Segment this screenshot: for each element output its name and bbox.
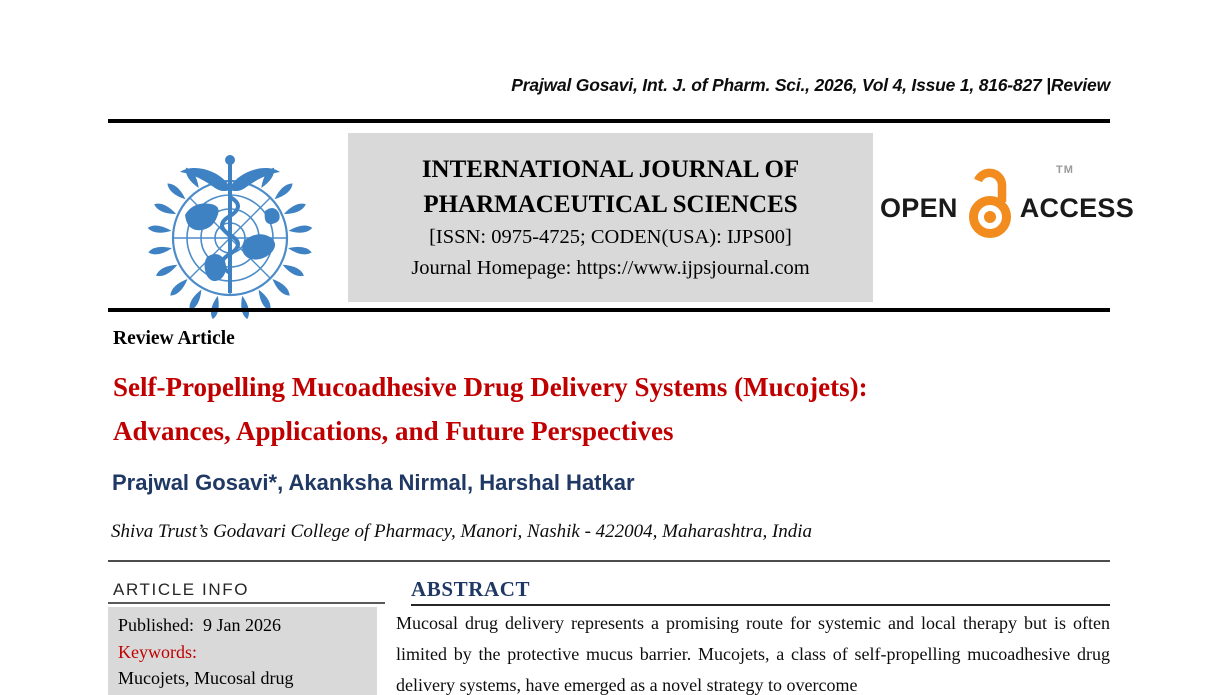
journal-logo [127, 143, 334, 323]
header-rule-bottom [108, 308, 1110, 312]
published-value: 9 Jan 2026 [203, 615, 282, 635]
open-access-logo [880, 162, 1135, 254]
trademark-label: TM [1056, 164, 1074, 176]
journal-name-line2: PHARMACEUTICAL SCIENCES [423, 190, 798, 218]
article-title [113, 366, 1113, 453]
keywords-value: Mucojets, Mucosal drug [118, 668, 294, 688]
article-title-line2: Advances, Applications, and Future Perspectives [113, 415, 674, 446]
open-access-open-label: OPEN [880, 192, 958, 223]
article-type-label: Review Article [113, 328, 235, 349]
open-lock-icon [964, 164, 1016, 249]
keywords-label: Keywords: [118, 641, 197, 662]
globe-caduceus-icon [127, 143, 334, 323]
abstract-paragraph: Mucosal drug delivery represents a promising route for systemic and local therapy but is often limited by the protective mucus barrier. Mucojets, a class of self-propelling mucoadhesive drug delivery systems, have emerged as a novel strategy to overcome [396, 613, 1110, 695]
section-divider-rule [108, 560, 1110, 562]
masthead-box [348, 133, 873, 302]
journal-name-line1: INTERNATIONAL JOURNAL OF [421, 155, 800, 183]
running-head-citation: Prajwal Gosavi, Int. J. of Pharm. Sci., 2026, Vol 4, Issue 1, 816-827 |Review [511, 75, 1110, 95]
published-label: Published: [118, 615, 195, 635]
article-info-underline [108, 602, 385, 604]
article-title-line1: Self-Propelling Mucoadhesive Drug Delivery Systems (Mucojets): [113, 372, 868, 402]
abstract-heading: ABSTRACT [411, 577, 531, 601]
author-affiliation: Shiva Trust’s Godavari College of Pharmacy, Manori, Nashik - 422004, Maharashtra, India [111, 521, 813, 542]
journal-homepage-link[interactable]: Journal Homepage: https://www.ijpsjournal.com [411, 256, 810, 279]
published-line [118, 612, 367, 639]
header-rule-top [108, 119, 1110, 123]
abstract-underline [411, 604, 1110, 606]
author-list: Prajwal Gosavi*, Akanksha Nirmal, Harshal Hatkar [112, 470, 635, 495]
open-access-access-label: ACCESS [1019, 192, 1135, 223]
article-info-heading: ARTICLE INFO [113, 580, 250, 599]
journal-issn-line: [ISSN: 0975-4725; CODEN(USA): IJPS00] [429, 225, 792, 248]
article-info-box [108, 607, 377, 695]
